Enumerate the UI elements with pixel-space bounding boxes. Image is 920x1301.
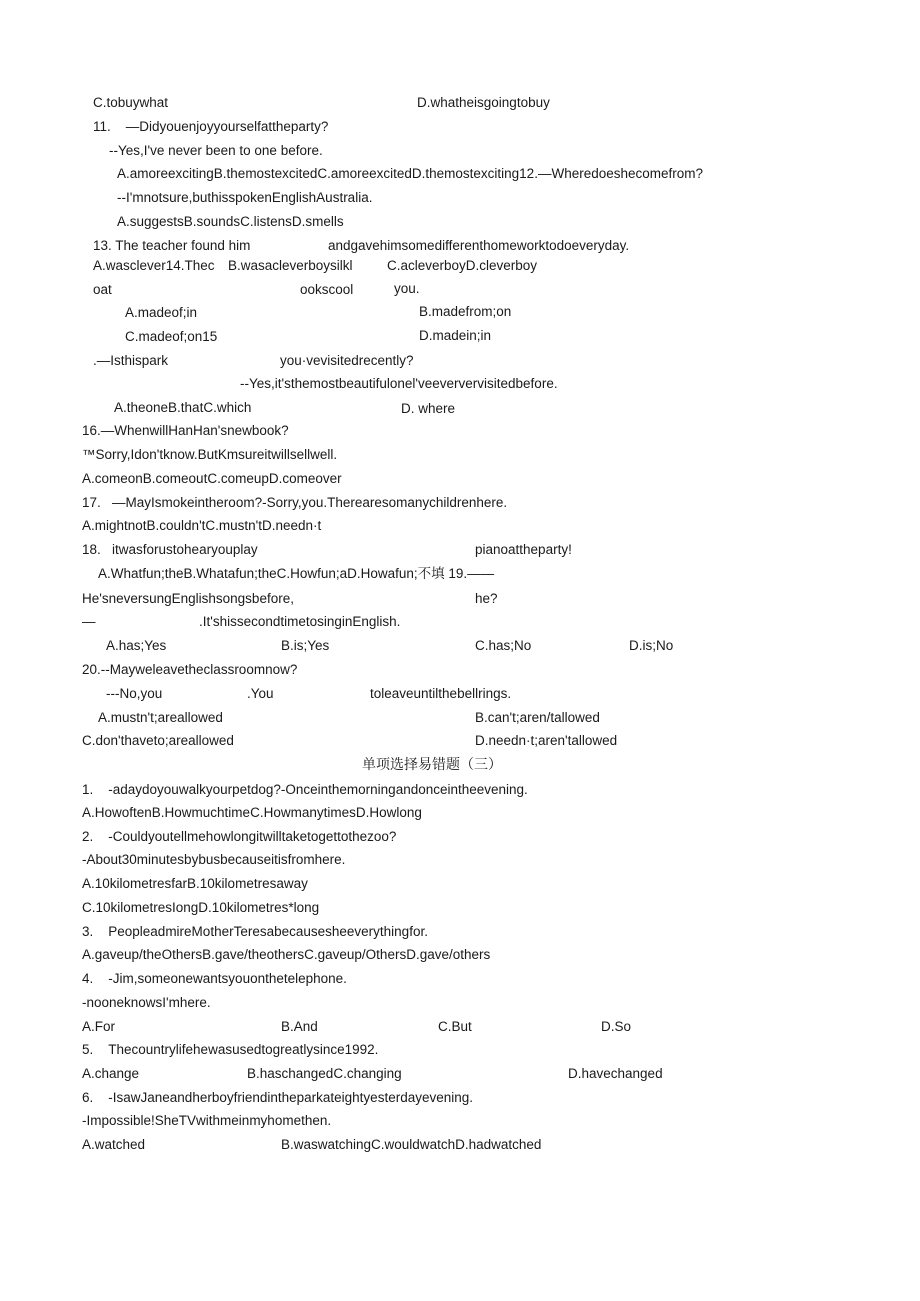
question-13-continued: andgavehimsomedifferenthomeworktodoeveryday. [328, 238, 630, 253]
answer-line: --Iʹmnotsure,buthisspokenEnglishAustralia. [117, 190, 373, 205]
question-6: 6. -IsawJaneandherboyfriendintheparkateightyesterdayevening. [82, 1090, 473, 1105]
option-c: C.has;No [475, 638, 532, 653]
option-d: D.So [601, 1019, 632, 1034]
section-title: 单项选择易错题（三） [362, 757, 502, 773]
options-line: A.Whatfun;theB.Whatafun;theC.Howfun;aD.Howafun;不填 19.—— [98, 566, 495, 581]
option-c: C.tobuywhat [93, 95, 169, 110]
question-19-continued: he? [475, 591, 498, 606]
question-18: 18. itwasforustohearyouplay [82, 542, 258, 557]
answer-line: --Yes,it'sthemostbeautifulonelʹveeververvisitedbefore. [240, 376, 558, 391]
options-line: A.gaveup/theOthersB.gave/theothersC.gaveup/OthersD.gave/others [82, 947, 491, 962]
options-line: A.amoreexcitingB.themostexcitedC.amoreexcitedD.themostexciting12.—Wheredoeshecomefrom? [117, 166, 704, 181]
question-17: 17. —MayIsmokeintheroom?-Sorry,you.Therearesomanychildrenhere. [82, 495, 508, 510]
question-16: 16.—WhenwillHanHan'snewbook? [82, 423, 289, 438]
answer-line: -About30minutesbybusbecauseitisfromhere. [82, 852, 346, 867]
answer-line: -Impossible!SheTVwithmeinmyhomethen. [82, 1113, 332, 1128]
answer-line: -nooneknowsI'mhere. [82, 995, 211, 1010]
options-line: A.mightnotB.couldn'tC.mustn'tD.needn·t [82, 518, 322, 533]
option-b: B.wasacleverboysilkl [228, 258, 353, 273]
question-13: 13. The teacher found him [93, 238, 251, 253]
question-1: 1. -adaydoyouwalkyourpetdog?-Onceinthemorningandonceintheevening. [82, 782, 528, 797]
question-5: 5. Thecountrylifehewasusedtogreatlysince1992. [82, 1042, 379, 1057]
option-a: A.wasclever14.Thec [93, 258, 215, 273]
text-fragment: oat [93, 282, 112, 297]
option-c: C.madeof;on15 [125, 329, 218, 344]
answer-line: --Yes,I've never been to one before. [109, 143, 323, 158]
option-c: C.But [438, 1019, 472, 1034]
option-a: A.For [82, 1019, 116, 1034]
option-a: A.has;Yes [106, 638, 167, 653]
question-3: 3. PeopleadmireMotherTeresabecausesheeverythingfor. [82, 924, 428, 939]
option-b-c-d: B.waswatchingC.wouldwatchD.hadwatched [281, 1137, 542, 1152]
option-b: B.And [281, 1019, 318, 1034]
options-line: C.10kilometresIongD.10kilometres*long [82, 900, 320, 915]
answer-dash: — [82, 614, 96, 629]
answer-line: toleaveuntilthebellrings. [370, 686, 512, 701]
text-fragment: you. [394, 281, 420, 296]
option-c: C.don'thaveto;areallowed [82, 733, 234, 748]
option-d: D.madein;in [419, 328, 492, 343]
options-line: A.suggestsB.soundsC.listensD.smells [117, 214, 344, 229]
question-20: 20.--Mayweleavetheclassroomnow? [82, 662, 298, 677]
options-line: A.comeonB.comeoutC.comeupD.comeover [82, 471, 342, 486]
options-line: A.HowoftenB.HowmuchtimeC.HowmanytimesD.Howlong [82, 805, 422, 820]
option-b: B.madefrom;on [419, 304, 512, 319]
question-19: He'sneversungEnglishsongsbefore, [82, 591, 294, 606]
option-d: D.havechanged [568, 1066, 663, 1081]
answer-line: ™Sorry,Idon'tknow.ButKmsureitwillsellwell. [82, 447, 338, 462]
option-b: B.is;Yes [281, 638, 330, 653]
text-fragment: ookscool [300, 282, 354, 297]
option-d: D.is;No [629, 638, 674, 653]
question-18-continued: pianoattheparty! [475, 542, 572, 557]
option-c-d: C.acleverboyD.cleverboy [387, 258, 538, 273]
answer-line: .It'shissecondtimetosinginEnglish. [199, 614, 401, 629]
question-15-continued: you·vevisitedrecently? [280, 353, 414, 368]
question-4: 4. -Jim,someonewantsyouonthetelephone. [82, 971, 347, 986]
option-b-c: B.haschangedC.changing [247, 1066, 402, 1081]
option-a: A.mustn't;areallowed [98, 710, 223, 725]
option-b: B.can't;aren/tallowed [475, 710, 600, 725]
question-11: 11. —Didyouenjoyyourselfattheparty? [93, 119, 329, 134]
answer-line: ---No,you [106, 686, 163, 701]
option-a: A.change [82, 1066, 140, 1081]
option-a: A.madeof;in [125, 305, 198, 320]
options-line: A.theoneB.thatC.which [114, 400, 252, 415]
options-line: A.10kilometresfarB.10kilometresaway [82, 876, 308, 891]
option-d: D. where [401, 401, 456, 416]
question-2: 2. -Couldyoutellmehowlongitwilltaketogettothezoo? [82, 829, 397, 844]
question-15: .—Isthispark [93, 353, 169, 368]
option-d: D.needn·t;aren'tallowed [475, 733, 618, 748]
option-d: D.whatheisgoingtobuy [417, 95, 550, 110]
answer-line: .You [247, 686, 274, 701]
option-a: A.watched [82, 1137, 146, 1152]
